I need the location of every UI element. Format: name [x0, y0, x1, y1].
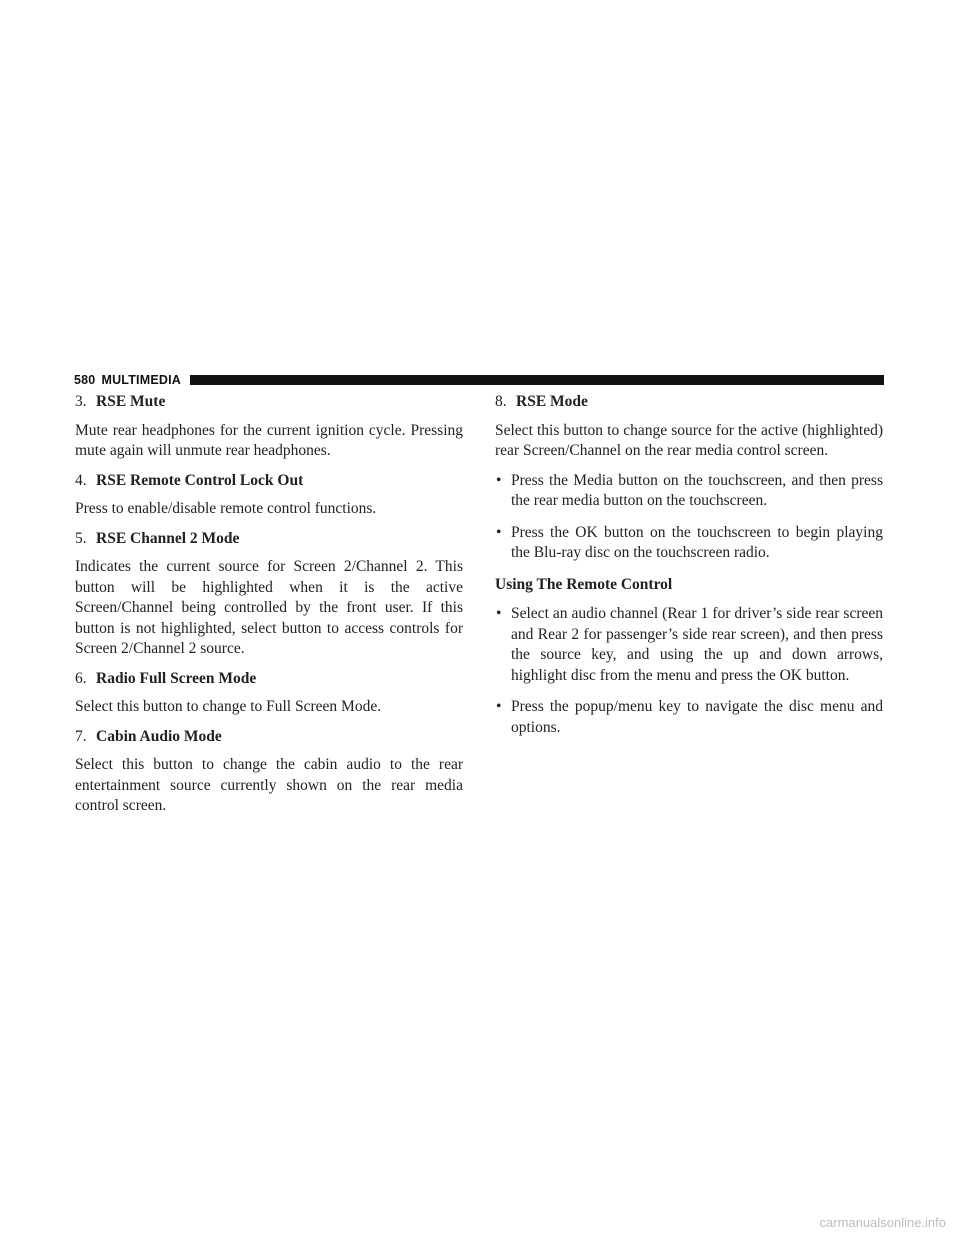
item-rse-channel-2-mode — [75, 529, 463, 660]
watermark: carmanualsonline.info — [819, 1215, 946, 1230]
item-title: RSE Mute — [96, 393, 166, 410]
item-rse-mode — [495, 392, 883, 462]
item-heading — [495, 392, 883, 413]
item-heading — [75, 471, 463, 492]
left-column — [75, 392, 463, 826]
list-item-text: Press the Media button on the touchscreen, and then press the rear media button on the touchscreen. — [511, 471, 883, 509]
item-number: 8. — [495, 393, 507, 410]
bullet-icon: • — [496, 605, 502, 622]
page-header — [74, 372, 884, 388]
item-heading — [75, 669, 463, 690]
list-item — [495, 523, 883, 564]
right-column — [495, 392, 883, 749]
item-title: Cabin Audio Mode — [96, 727, 222, 745]
rse-mode-steps — [495, 471, 883, 564]
bullet-icon: • — [496, 523, 502, 541]
bullet-icon: • — [496, 471, 502, 489]
bullet-icon: • — [496, 698, 502, 715]
item-number: 6. — [75, 669, 87, 687]
list-item-text: Select an audio channel (Rear 1 for driver’s side rear screen and Rear 2 for passenger’s side rear screen), and then press the source key, and using the up and down arrows, highlight disc from the menu and press the OK button. — [511, 605, 883, 684]
list-item-text: Press the OK button on the touchscreen to begin playing the Blu-ray disc on the touchscreen radio. — [511, 523, 883, 561]
list-item — [495, 697, 883, 738]
page-number: 580 — [74, 373, 96, 387]
item-title: RSE Mode — [516, 393, 588, 410]
item-number: 3. — [75, 393, 87, 410]
section-title: MULTIMEDIA — [101, 373, 182, 387]
item-number: 4. — [75, 471, 87, 489]
item-radio-full-screen-mode — [75, 669, 463, 718]
remote-control-heading: Using The Remote Control — [495, 575, 673, 593]
item-body: Select this button to change to Full Screen Mode. — [75, 698, 382, 715]
item-body: Indicates the current source for Screen 2/Channel 2. This button will be highlighted when it is the active Screen/Channel being controlled by the front user. If this button is not highlighted, select button to access controls for Screen 2/Channel 2 source. — [75, 558, 463, 657]
item-title: RSE Remote Control Lock Out — [96, 471, 304, 489]
item-title: Radio Full Screen Mode — [96, 669, 257, 687]
item-body: Press to enable/disable remote control functions. — [75, 500, 377, 517]
item-number: 7. — [75, 727, 87, 745]
item-rse-mute — [75, 392, 463, 462]
item-rse-remote-lock-out — [75, 471, 463, 520]
item-cabin-audio-mode — [75, 727, 463, 817]
item-body: Mute rear headphones for the current ignition cycle. Pressing mute again will unmute rear headphones. — [75, 421, 463, 459]
item-number: 5. — [75, 529, 87, 547]
list-item-text: Press the popup/menu key to navigate the disc menu and options. — [511, 698, 883, 736]
item-heading — [75, 392, 463, 413]
item-heading — [75, 727, 463, 748]
header-rule — [190, 375, 884, 385]
remote-control-steps — [495, 604, 883, 738]
item-heading — [75, 529, 463, 550]
item-title: RSE Channel 2 Mode — [96, 529, 240, 547]
list-item — [495, 471, 883, 512]
item-body: Select this button to change source for the active (highlighted) rear Screen/Channel on the rear media control screen. — [495, 421, 883, 459]
item-body: Select this button to change the cabin audio to the rear entertainment source currently shown on the rear media control screen. — [75, 756, 463, 814]
list-item — [495, 604, 883, 686]
